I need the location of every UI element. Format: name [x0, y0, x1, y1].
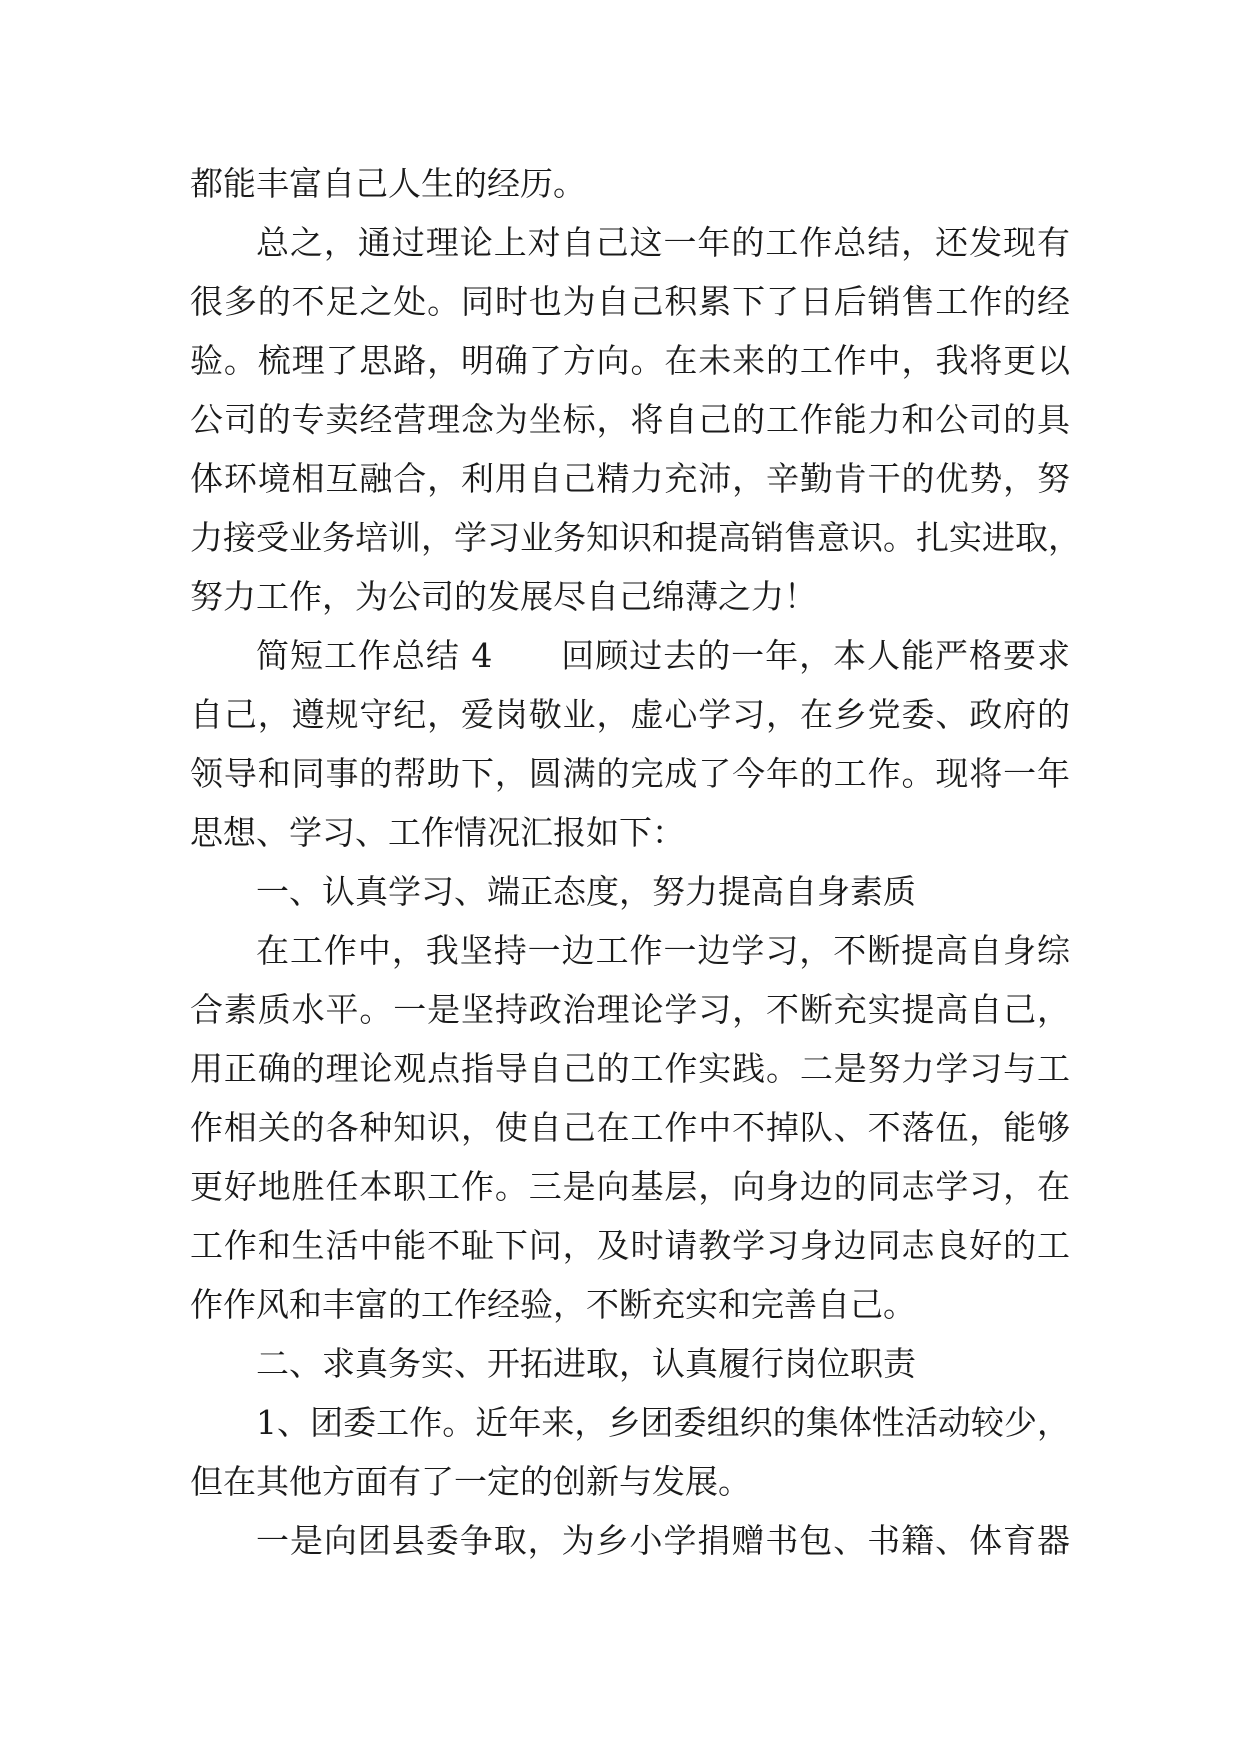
text-line: 在工作中，我坚持一边工作一边学习，不断提高自身综: [256, 931, 1070, 970]
text-line: 用正确的理论观点指导自己的工作实践。二是努力学习与工: [190, 1049, 1070, 1088]
text-line: 1、团委工作。近年来，乡团委组织的集体性活动较少，: [256, 1403, 1070, 1442]
text-line: 公司的专卖经营理念为坐标，将自己的工作能力和公司的具: [190, 400, 1070, 439]
text-line: 作作风和丰富的工作经验，不断充实和完善自己。: [190, 1285, 916, 1324]
section-heading: 一、认真学习、端正态度，努力提高自身素质: [256, 872, 916, 911]
text-line: 但在其他方面有了一定的创新与发展。: [190, 1462, 751, 1501]
text-line: 合素质水平。一是坚持政治理论学习，不断充实提高自己，: [190, 990, 1070, 1029]
text-line: 更好地胜任本职工作。三是向基层，向身边的同志学习，在: [190, 1167, 1070, 1206]
text-line: 验。梳理了思路，明确了方向。在未来的工作中，我将更以: [190, 341, 1070, 380]
text-line: 努力工作，为公司的发展尽自己绵薄之力！: [190, 577, 817, 616]
text-line: 自己，遵规守纪，爱岗敬业，虚心学习，在乡党委、政府的: [190, 695, 1070, 734]
text-line: 思想、学习、工作情况汇报如下：: [190, 813, 685, 852]
text-line: 工作和生活中能不耻下问，及时请教学习身边同志良好的工: [190, 1226, 1070, 1265]
text-line: 很多的不足之处。同时也为自己积累下了日后销售工作的经: [190, 282, 1070, 321]
text-line: 作相关的各种知识，使自己在工作中不掉队、不落伍，能够: [190, 1108, 1070, 1147]
text-line: 一是向团县委争取，为乡小学捐赠书包、书籍、体育器: [256, 1521, 1070, 1560]
text-line: 领导和同事的帮助下，圆满的完成了今年的工作。现将一年: [190, 754, 1070, 793]
text-line: 都能丰富自己人生的经历。: [190, 164, 586, 203]
text-line: 简短工作总结 4 回顾过去的一年，本人能严格要求: [256, 636, 1070, 675]
text-line: 总之，通过理论上对自己这一年的工作总结，还发现有: [256, 223, 1070, 262]
section-heading: 二、求真务实、开拓进取，认真履行岗位职责: [256, 1344, 916, 1383]
text-line: 体环境相互融合，利用自己精力充沛，辛勤肯干的优势，努: [190, 459, 1070, 498]
text-line: 力接受业务培训，学习业务知识和提高销售意识。扎实进取，: [190, 518, 1081, 557]
